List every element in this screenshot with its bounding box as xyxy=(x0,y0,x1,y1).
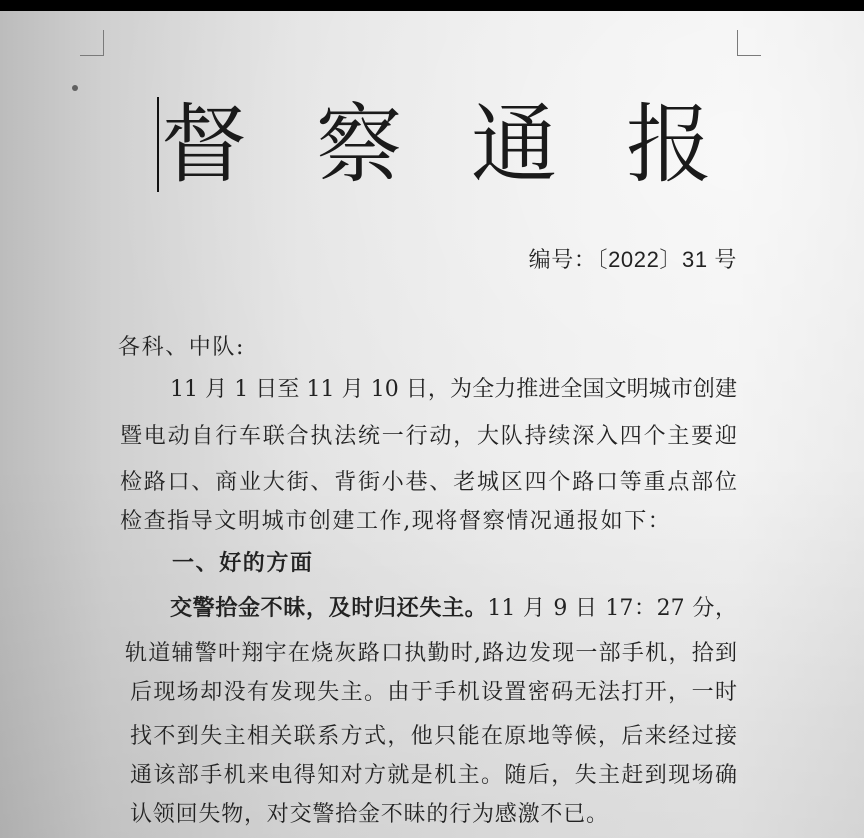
text-cursor xyxy=(157,97,159,192)
item-line-3: 找不到失主相关联系方式，他只能在原地等候，后来经过接 xyxy=(130,724,737,749)
title-char: 察 xyxy=(316,95,402,195)
item-lead-bold: 交警拾金不昧，及时归还失主。 xyxy=(170,595,488,621)
top-dark-edge xyxy=(0,0,864,11)
item-line-2: 后现场却没有发现失主。由于手机设置密码无法打开，一时 xyxy=(130,680,737,705)
intro-line-4: 检查指导文明城市创建工作,现将督察情况通报如下： xyxy=(120,509,672,534)
salutation: 各科、中队: xyxy=(118,335,246,360)
item-lead-rest: 11 月 9 日 17：27 分， xyxy=(487,596,737,621)
item-line-1: 轨道辅警叶翔宇在烧灰路口执勤时,路边发现一部手机，拾到 xyxy=(125,641,737,666)
title-char: 督 xyxy=(161,95,247,195)
title-char: 报 xyxy=(626,95,712,195)
intro-line-2: 暨电动自行车联合执法统一行动，大队持续深入四个主要迎 xyxy=(120,424,737,449)
document-number: 编号：〔2022〕31 号 xyxy=(528,247,737,272)
item-line-4: 通该部手机来电得知对方就是机主。随后，失主赶到现场确 xyxy=(130,763,737,788)
intro-line-3: 检路口、商业大街、背街小巷、老城区四个路口等重点部位 xyxy=(120,470,737,495)
item-line-5: 认领回失物，对交警拾金不昧的行为感激不已。 xyxy=(130,802,609,827)
section-heading: 一、好的方面 xyxy=(172,550,314,576)
dust-speck xyxy=(72,85,78,91)
document-title xyxy=(160,95,713,195)
intro-line-1: 11 月 1 日至 11 月 10 日，为全力推进全国文明城市创建 xyxy=(170,377,737,402)
title-char: 通 xyxy=(471,95,557,195)
item-lead-line xyxy=(170,594,737,623)
